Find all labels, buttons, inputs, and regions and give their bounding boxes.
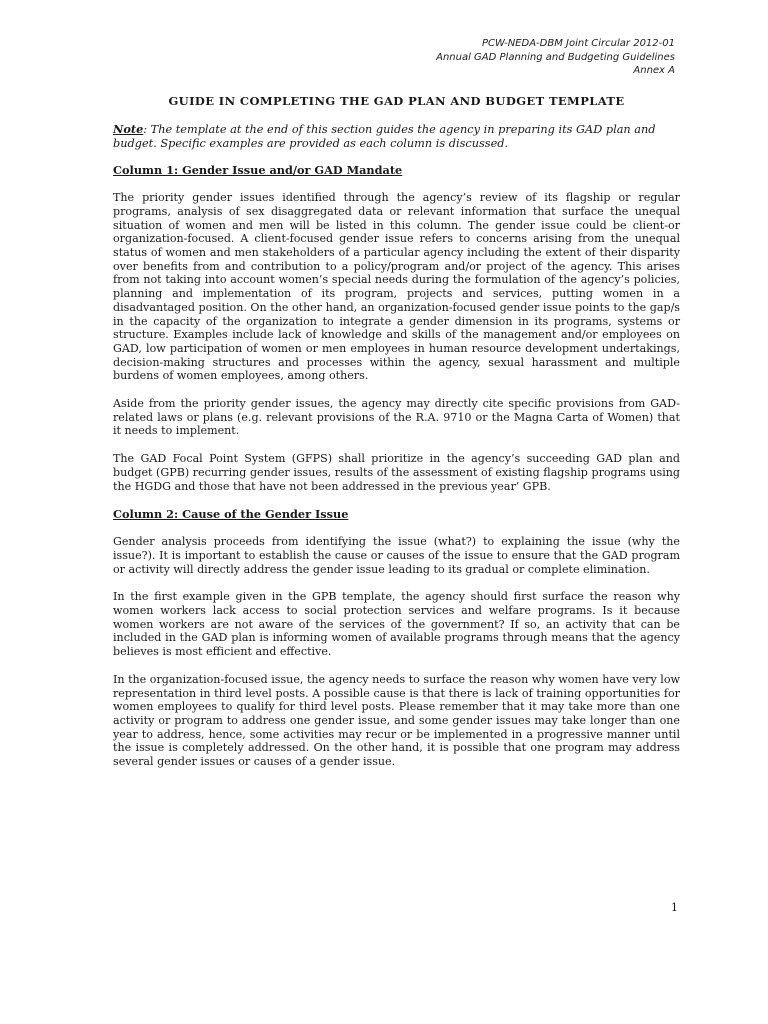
column1-paragraph: Aside from the priority gender issues, the agency may directly cite specific provisions from GAD-related laws or plans (e.g. relevant provisions of the R.A. 9710 or the Magna Carta of Women) that it needs to implement. [113,397,680,438]
header-circular-ref: PCW-NEDA-DBM Joint Circular 2012-01 [481,38,675,49]
column1-heading: Column 1: Gender Issue and/or GAD Mandate [113,163,403,178]
note-label: Note [113,122,144,136]
column2-paragraph: Gender analysis proceeds from identifying the issue (what?) to explaining the issue (why the issue?). It is important to establish the cause or causes of the issue to ensure that the GAD program or activity will directly address the gender issue leading to its gradual or complete elimination. [113,535,680,576]
document-body [113,94,680,783]
header-annex-label: Annex A [633,65,675,76]
column2-paragraph: In the first example given in the GPB template, the agency should first surface the reason why women workers lack access to social protection services and welfare programs. Is it because women workers are not aware of the services of the government? If so, an activity that can be included in the GAD plan is informing women of available programs through means that the agency believes is most efficient and effective. [113,590,680,659]
column1-paragraph: The GAD Focal Point System (GFPS) shall prioritize in the agency’s succeeding GAD plan and budget (GPB) recurring gender issues, results of the assessment of existing flagship programs using the HGDG and those that have not been addressed in the previous year’ GPB. [113,452,680,493]
note-paragraph [113,123,680,150]
column2-paragraph: In the organization-focused issue, the agency needs to surface the reason why women have very low representation in third level posts. A possible cause is that there is lack of training opportunities for women employees to qualify for third level posts. Please remember that it may take more than one activity or program to address one gender issue, and some gender issues may take longer than one year to address, hence, some activities may recur or be implemented in a progressive manner until the issue is completely addressed. On the other hand, it is possible that one program may address several gender issues or causes of a gender issue. [113,672,680,769]
document-title: GUIDE IN COMPLETING THE GAD PLAN AND BUDGET TEMPLATE [168,94,625,108]
header-guidelines-title: Annual GAD Planning and Budgeting Guidelines [436,51,675,63]
note-text: : The template at the end of this section guides the agency in preparing its GAD plan and budget. Specific examples are provided as each column is discussed. [113,123,656,150]
page-number: 1 [671,901,678,914]
column1-paragraph: The priority gender issues identified through the agency’s review of its flagship or regular programs, analysis of sex disaggregated data or relevant information that surface the unequal situation of women and men will be listed in this column. The gender issue could be client-or organization-focused. A client-focused gender issue refers to concerns arising from the unequal status of women and men stakeholders of a particular agency including the extent of their disparity over benefits from and contribution to a policy/program and/or project of the agency. This arises from not taking into account women’s special needs during the formulation of the agency’s policies, planning and implementation of its program, projects and services, putting women in a disadvantaged position. On the other hand, an organization-focused gender issue points to the gap/s in the capacity of the organization to integrate a gender dimension in its programs, systems or structure. Examples include lack of knowledge and skills of the management and/or employees on GAD, low participation of women or men employees in human resource development undertakings, decision-making structures and processes within the agency, sexual harassment and multiple burdens of women employees, among others. [113,191,680,383]
column2-heading: Column 2: Cause of the Gender Issue [113,507,349,522]
document-header [436,37,675,78]
